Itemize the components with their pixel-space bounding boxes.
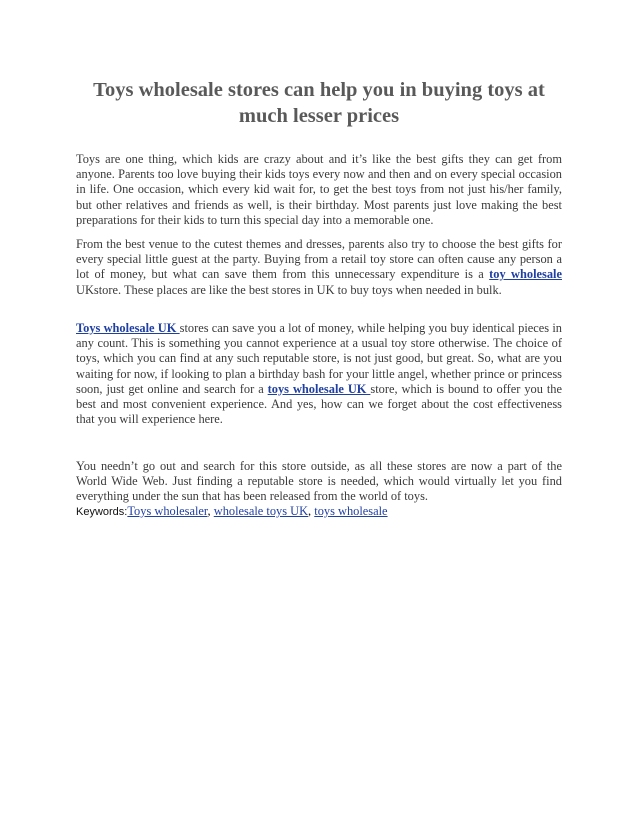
paragraph-3-text-mid: stores can save you a lot of money, while helping you buy identical pieces in any count. This is something you cannot experience at a usual toy store otherwise. The choice of toys, which you can find at any such reputable store, is not just good, but great. So, what are you waiting for now, if looking to plan a birthday bash for your little angel, whether prince or princess soon, just get online and search for a bbox=[76, 321, 562, 396]
toy-wholesale-link[interactable]: toy wholesale bbox=[489, 267, 562, 282]
keywords-line bbox=[76, 504, 562, 520]
document-title: Toys wholesale stores can help you in buying toys at much lesser prices bbox=[93, 79, 545, 127]
keywords-label: Keywords: bbox=[76, 506, 128, 518]
keyword-link-toys-wholesaler[interactable]: Toys wholesaler bbox=[127, 504, 208, 518]
toys-wholesale-uk-link-1[interactable]: Toys wholesale UK bbox=[76, 321, 180, 335]
paragraph-1: Toys are one thing, which kids are crazy about and it’s like the best gifts they can get from anyone. Parents too love buying their kids toys every now and then and on every special occasion in life. One occasion, which every kid wait for, to get the best toys from not just his/her family, but other relatives and friends as well, is their birthday. Most parents just love making the best preparations for their kids to turn this special day into a memorable one. bbox=[76, 152, 562, 227]
paragraph-2-text-before: From the best venue to the cutest themes and dresses, parents also try to choose the best gifts for every special little guest at the party. Buying from a retail toy store can often cause any person a lot of money, but what can save them from this unnecessary expenditure is a bbox=[76, 237, 562, 282]
keyword-separator: , bbox=[308, 504, 315, 518]
paragraph-3-text-after: store, which is bound to offer you the best and most convenient experience. And yes, how can we forget about the cost effectiveness that you will experience here. bbox=[76, 381, 562, 427]
keyword-link-wholesale-toys-uk[interactable]: wholesale toys UK bbox=[213, 504, 309, 518]
paragraph-3 bbox=[76, 321, 562, 427]
keyword-link-toys-wholesale[interactable]: toys wholesale bbox=[314, 504, 388, 518]
paragraph-2-text-after: UKstore. These places are like the best stores in UK to buy toys when needed in bulk. bbox=[76, 282, 502, 297]
toys-wholesale-uk-link-2[interactable]: toys wholesale UK bbox=[267, 381, 371, 396]
paragraph-2 bbox=[76, 237, 562, 298]
keyword-separator: , bbox=[207, 504, 214, 518]
paragraph-4: You needn’t go out and search for this store outside, as all these stores are now a part of the World Wide Web. Just finding a reputable store is needed, which would virtually let you find everything under the sun that has been released from the world of toys. bbox=[76, 459, 562, 504]
